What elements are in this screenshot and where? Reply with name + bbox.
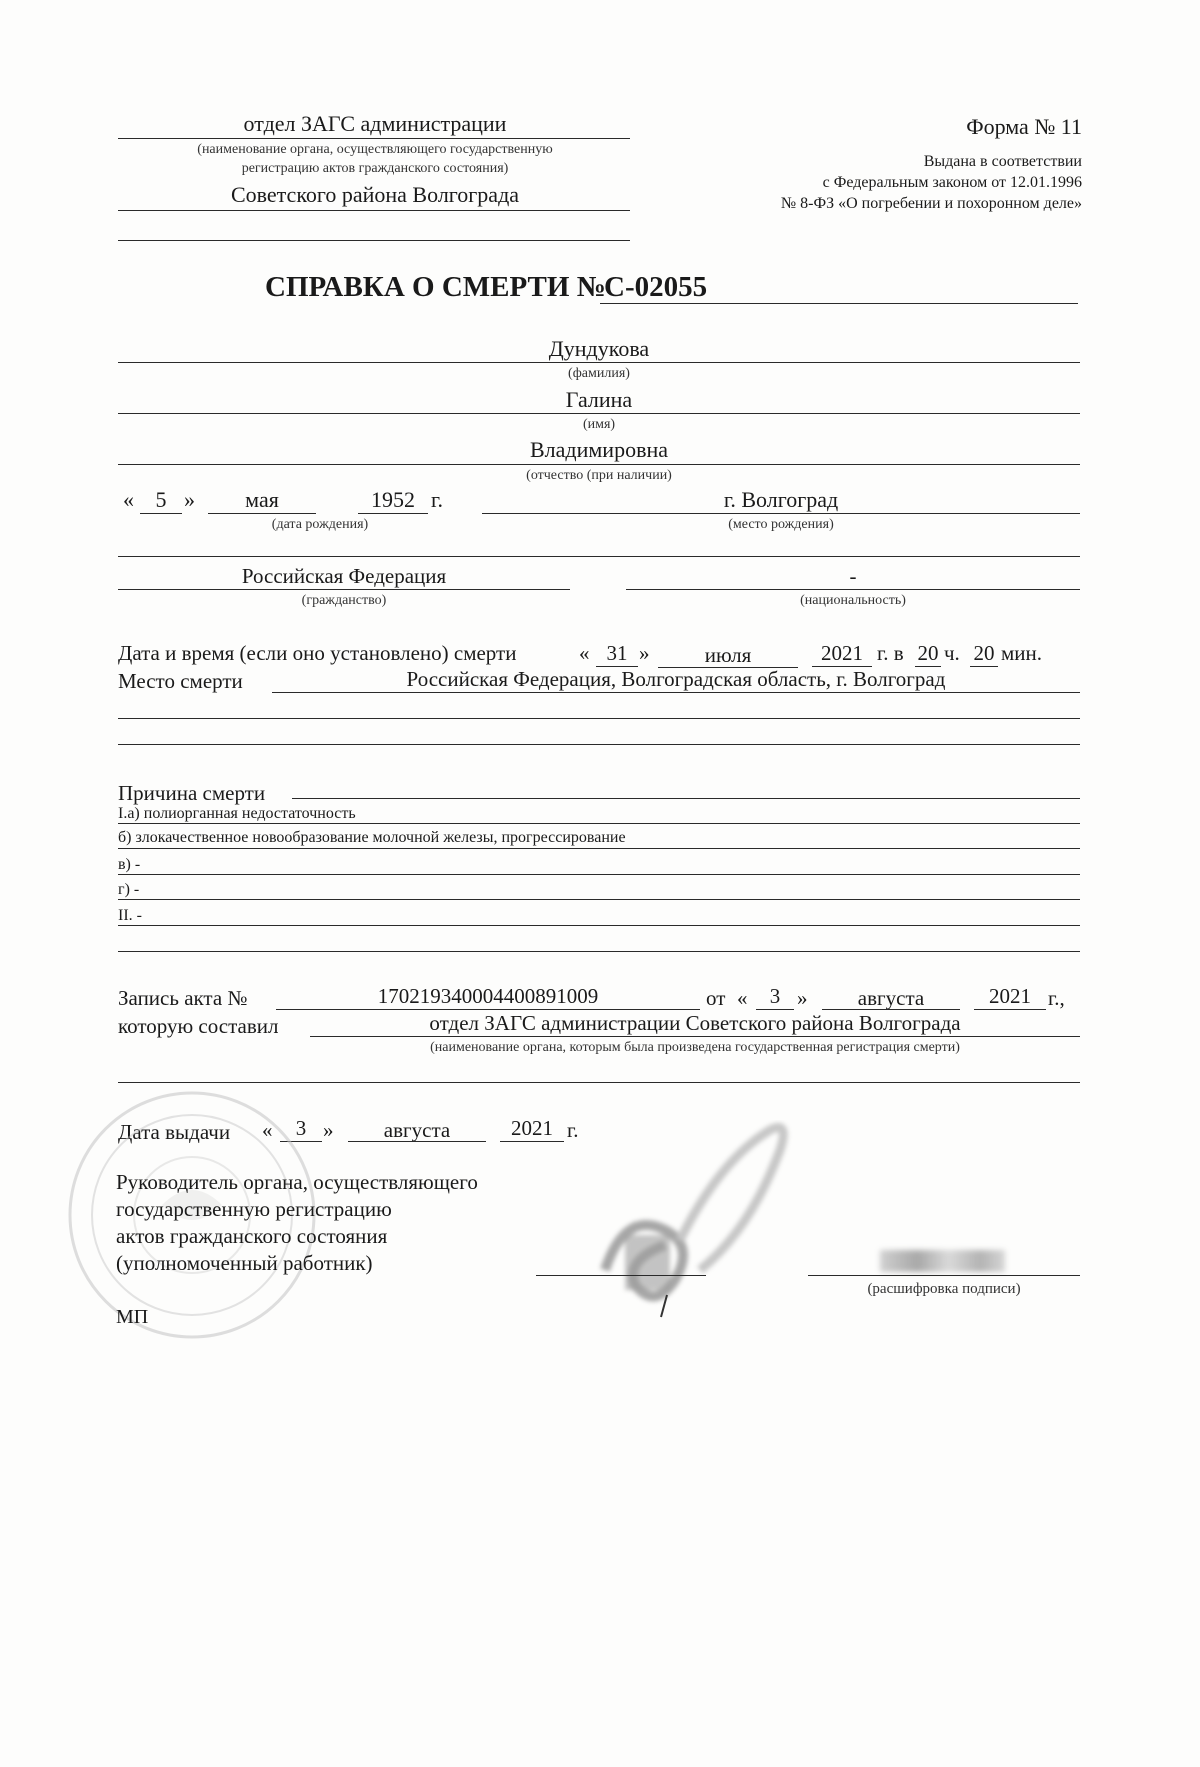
surname-value: Дундукова [548,336,650,361]
surname-caption: (фамилия) [568,366,630,381]
nationality-line [626,589,1080,590]
blank-line-2 [118,718,1080,719]
cause-1a-line [118,823,1080,824]
signatory-line-4: (уполномоченный работник) [116,1251,373,1275]
cause-2: II. - [118,907,142,924]
record-year-line [974,1009,1046,1010]
record-year-suffix: г., [1048,986,1065,1010]
cause-1a: I.а) полиорганная недостаточность [118,805,356,822]
blank-line-4 [118,951,1080,952]
death-day-close: » [639,641,650,665]
citizenship-caption: (гражданство) [301,593,387,608]
birth-day-line [140,513,182,514]
citizenship-line [118,589,570,590]
issue-label: Дата выдачи [118,1120,231,1144]
death-minute-line [970,666,998,667]
death-hour-suffix: ч. [944,641,960,665]
death-year: 2021 [821,641,863,665]
death-place-value: Российская Федерация, Волгоградская область, г. Волгоград [406,667,946,691]
seal-label: МП [116,1306,149,1328]
cause-1b-line [118,848,1080,849]
issuer-line-2: Советского района Волгограда [230,182,520,207]
birth-month: мая [245,487,279,512]
citizenship-value: Российская Федерация [241,564,447,588]
birth-year-suffix: г. [431,487,444,512]
patronymic-line [118,464,1080,465]
cause-label: Причина смерти [118,781,266,805]
decode-line [808,1275,1080,1276]
record-number-line [276,1009,700,1010]
record-day-open: « [737,986,748,1010]
record-author-caption: (наименование органа, которым была произведена государственная регистрация смерти) [430,1040,960,1055]
cause-1v: в) - [118,856,141,873]
birth-day-close: » [184,487,195,512]
cause-label-line [292,798,1080,799]
cause-1b: б) злокачественное новообразование молочной железы, прогрессирование [118,829,626,846]
issuer-underline-1 [118,138,630,139]
record-author-label: которую составил [118,1014,279,1038]
birth-day: 5 [155,487,167,512]
record-day-line [756,1009,794,1010]
title-label: СПРАВКА О СМЕРТИ № [265,271,606,303]
issue-month: августа [383,1118,451,1142]
signatory-line-1: Руководитель органа, осуществляющего [116,1170,478,1194]
issue-month-line [348,1141,486,1142]
birth-year: 1952 [371,487,415,512]
record-day: 3 [769,984,781,1008]
issuer-line-1: отдел ЗАГС администрации [243,111,507,136]
cause-1g: г) - [118,881,140,898]
issue-day-close: » [323,1118,334,1142]
blank-line-5 [118,1082,1080,1083]
record-author-line [310,1036,1080,1037]
issuer-underline-2 [118,210,630,211]
issued-line-1: Выдана в соответствии [923,153,1082,170]
issued-line-2: с Федеральным законом от 12.01.1996 [822,174,1082,191]
cause-1g-line [118,899,1080,900]
death-place-label: Место смерти [118,669,243,693]
birth-place: г. Волгоград [723,487,839,512]
signatory-line-2: государственную регистрацию [116,1197,392,1221]
issue-day: 3 [295,1116,307,1140]
cause-2-line [118,925,1080,926]
title-number-underline [600,303,1078,304]
birth-day-open: « [123,487,134,512]
decode-caption: (расшифровка подписи) [867,1281,1021,1297]
issue-day-open: « [262,1118,273,1142]
record-year: 2021 [989,984,1031,1008]
issued-line-3: № 8-ФЗ «О погребении и похоронном деле» [780,195,1082,212]
death-minute-suffix: мин. [1001,641,1043,665]
blank-line-3 [118,744,1080,745]
issue-year-suffix: г. [567,1118,579,1142]
record-month: августа [857,986,925,1010]
record-label: Запись акта № [118,986,248,1010]
title-number: С-02055 [604,271,708,303]
record-month-line [822,1009,960,1010]
issue-year-line [500,1141,564,1142]
patronymic-caption: (отчество (при наличии) [526,468,672,483]
name-caption: (имя) [582,417,616,432]
nationality-value: - [849,564,857,588]
record-author: отдел ЗАГС администрации Советского района Волгограда [429,1011,961,1035]
cause-1v-line [118,874,1080,875]
death-year-suffix: г. в [877,641,904,665]
record-number: 170219340004400891009 [377,984,599,1008]
death-day: 31 [606,641,628,665]
record-from-label: от [706,986,726,1010]
birth-date-caption: (дата рождения) [271,517,369,532]
issuer-caption-2: регистрацию актов гражданского состояния) [241,161,509,176]
birth-place-caption: (место рождения) [728,517,834,532]
issue-year: 2021 [511,1116,553,1140]
name-value: Галина [565,387,633,412]
issuer-underline-3 [118,240,630,241]
blank-line-1 [118,556,1080,557]
birth-year-line [358,513,428,514]
issuer-caption-1: (наименование органа, осуществляющего государственную [197,142,553,157]
death-datetime-label: Дата и время (если оно установлено) смерти [118,641,517,665]
name-line [118,413,1080,414]
signatory-name-redacted [880,1250,1005,1272]
signatory-line-3: актов гражданского состояния [116,1224,388,1248]
death-hour: 20 [917,641,939,665]
signature-line [536,1275,706,1276]
nationality-caption: (национальность) [800,593,906,608]
patronymic-value: Владимировна [529,437,668,462]
birth-place-line [482,513,1080,514]
signature-mark [585,1120,815,1320]
record-day-close: » [797,986,808,1010]
death-place-line [272,692,1080,693]
surname-line [118,362,1080,363]
form-number: Форма № 11 [966,114,1082,139]
death-day-open: « [579,641,590,665]
death-month: июля [704,643,752,667]
birth-month-line [208,513,316,514]
death-minute: 20 [973,641,995,665]
